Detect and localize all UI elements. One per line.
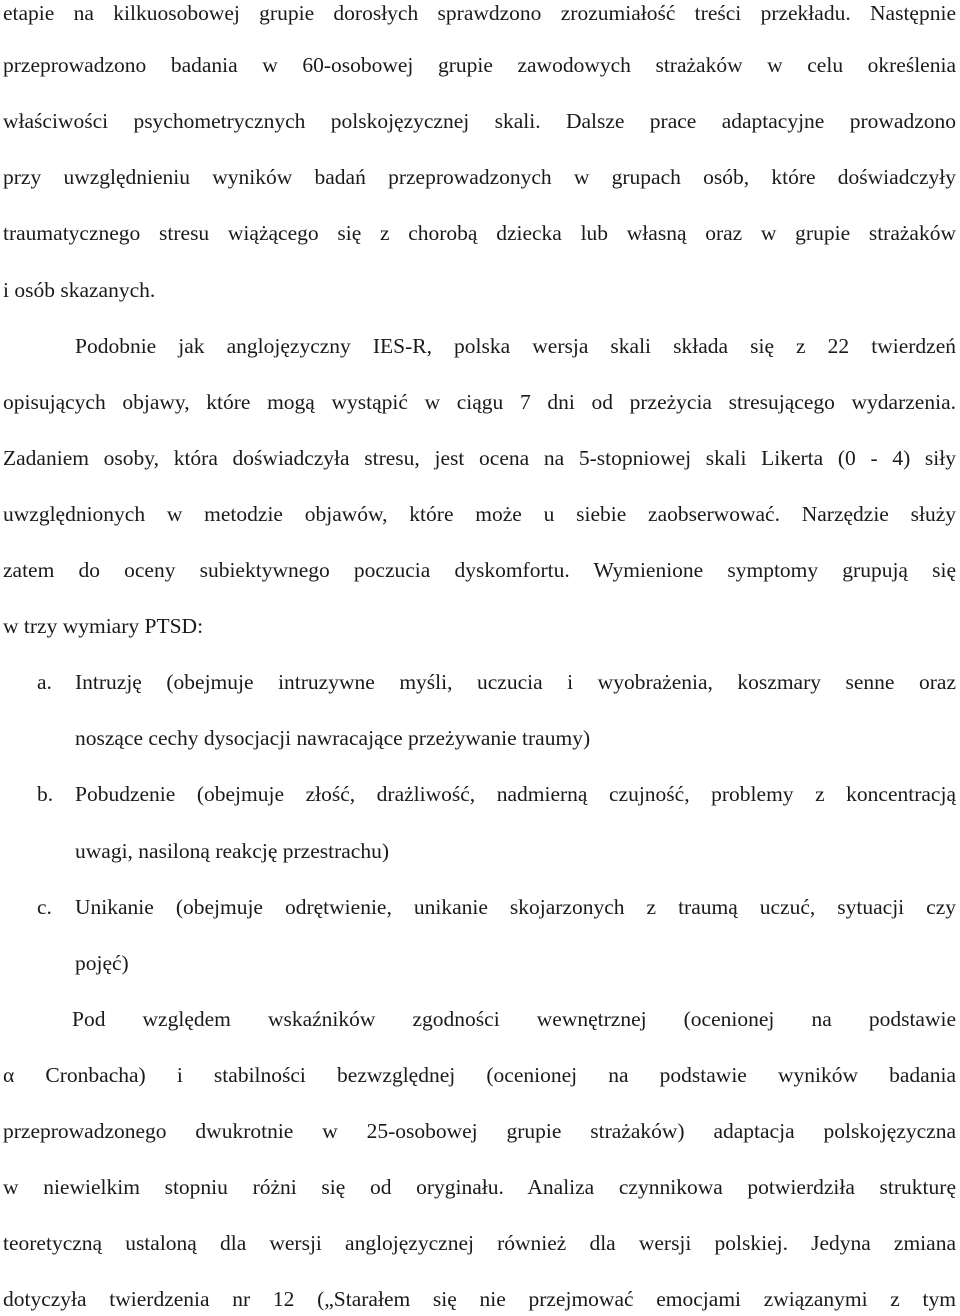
paragraph-line: w trzy wymiary PTSD:	[3, 614, 204, 638]
list-marker-c: c.	[37, 895, 52, 919]
list-item-line: pojęć)	[75, 951, 129, 975]
list-item-line: Pobudzenie (obejmuje złość, drażliwość, nadmierną czujność, problemy z koncentracją	[75, 782, 956, 806]
paragraph-line: przeprowadzono badania w 60-osobowej grupie zawodowych strażaków w celu określenia	[3, 53, 956, 77]
paragraph-line: dotyczyła twierdzenia nr 12 („Starałem się nie przejmować emocjami związanymi z tym	[3, 1287, 956, 1311]
paragraph-line: właściwości psychometrycznych polskojęzycznej skali. Dalsze prace adaptacyjne prowadzono	[3, 109, 956, 133]
paragraph-line: przy uwzględnieniu wyników badań przeprowadzonych w grupach osób, które doświadczyły	[3, 165, 956, 189]
paragraph-line: Podobnie jak anglojęzyczny IES-R, polska wersja skali składa się z 22 twierdzeń	[75, 334, 956, 358]
paragraph-line: Pod względem wskaźników zgodności wewnętrznej (ocenionej na podstawie	[72, 1007, 956, 1031]
list-item-line: Intruzję (obejmuje intruzywne myśli, uczucia i wyobrażenia, koszmary senne oraz	[75, 670, 956, 694]
list-marker-b: b.	[37, 782, 54, 806]
paragraph-line: etapie na kilkuosobowej grupie dorosłych sprawdzono zrozumiałość treści przekładu. Następnie	[3, 1, 956, 25]
paragraph-line: teoretyczną ustaloną dla wersji anglojęzycznej również dla wersji polskiej. Jedyna zmiana	[3, 1231, 956, 1255]
paragraph-line: opisujących objawy, które mogą wystąpić w ciągu 7 dni od przeżycia stresującego wydarzenia.	[3, 390, 956, 414]
list-item-line: Unikanie (obejmuje odrętwienie, unikanie skojarzonych z traumą uczuć, sytuacji czy	[75, 895, 956, 919]
paragraph-line: w niewielkim stopniu różni się od oryginału. Analiza czynnikowa potwierdziła strukturę	[3, 1175, 956, 1199]
paragraph-line: traumatycznego stresu wiążącego się z chorobą dziecka lub własną oraz w grupie strażaków	[3, 221, 956, 245]
paragraph-line: i osób skazanych.	[3, 278, 156, 302]
paragraph-line: α Cronbacha) i stabilności bezwzględnej (ocenionej na podstawie wyników badania	[3, 1063, 956, 1087]
list-item-line: uwagi, nasiloną reakcję przestrachu)	[75, 839, 389, 863]
paragraph-line: Zadaniem osoby, która doświadczyła stresu, jest ocena na 5-stopniowej skali Likerta (0 - 4) siły	[3, 446, 956, 470]
list-marker-a: a.	[37, 670, 52, 694]
list-item-line: noszące cechy dysocjacji nawracające przeżywanie traumy)	[75, 726, 591, 750]
paragraph-line: przeprowadzonego dwukrotnie w 25-osobowej grupie strażaków) adaptacja polskojęzyczna	[3, 1119, 956, 1143]
paragraph-line: zatem do oceny subiektywnego poczucia dyskomfortu. Wymienione symptomy grupują się	[3, 558, 956, 582]
paragraph-line: uwzględnionych w metodzie objawów, które może u siebie zaobserwować. Narzędzie służy	[3, 502, 956, 526]
